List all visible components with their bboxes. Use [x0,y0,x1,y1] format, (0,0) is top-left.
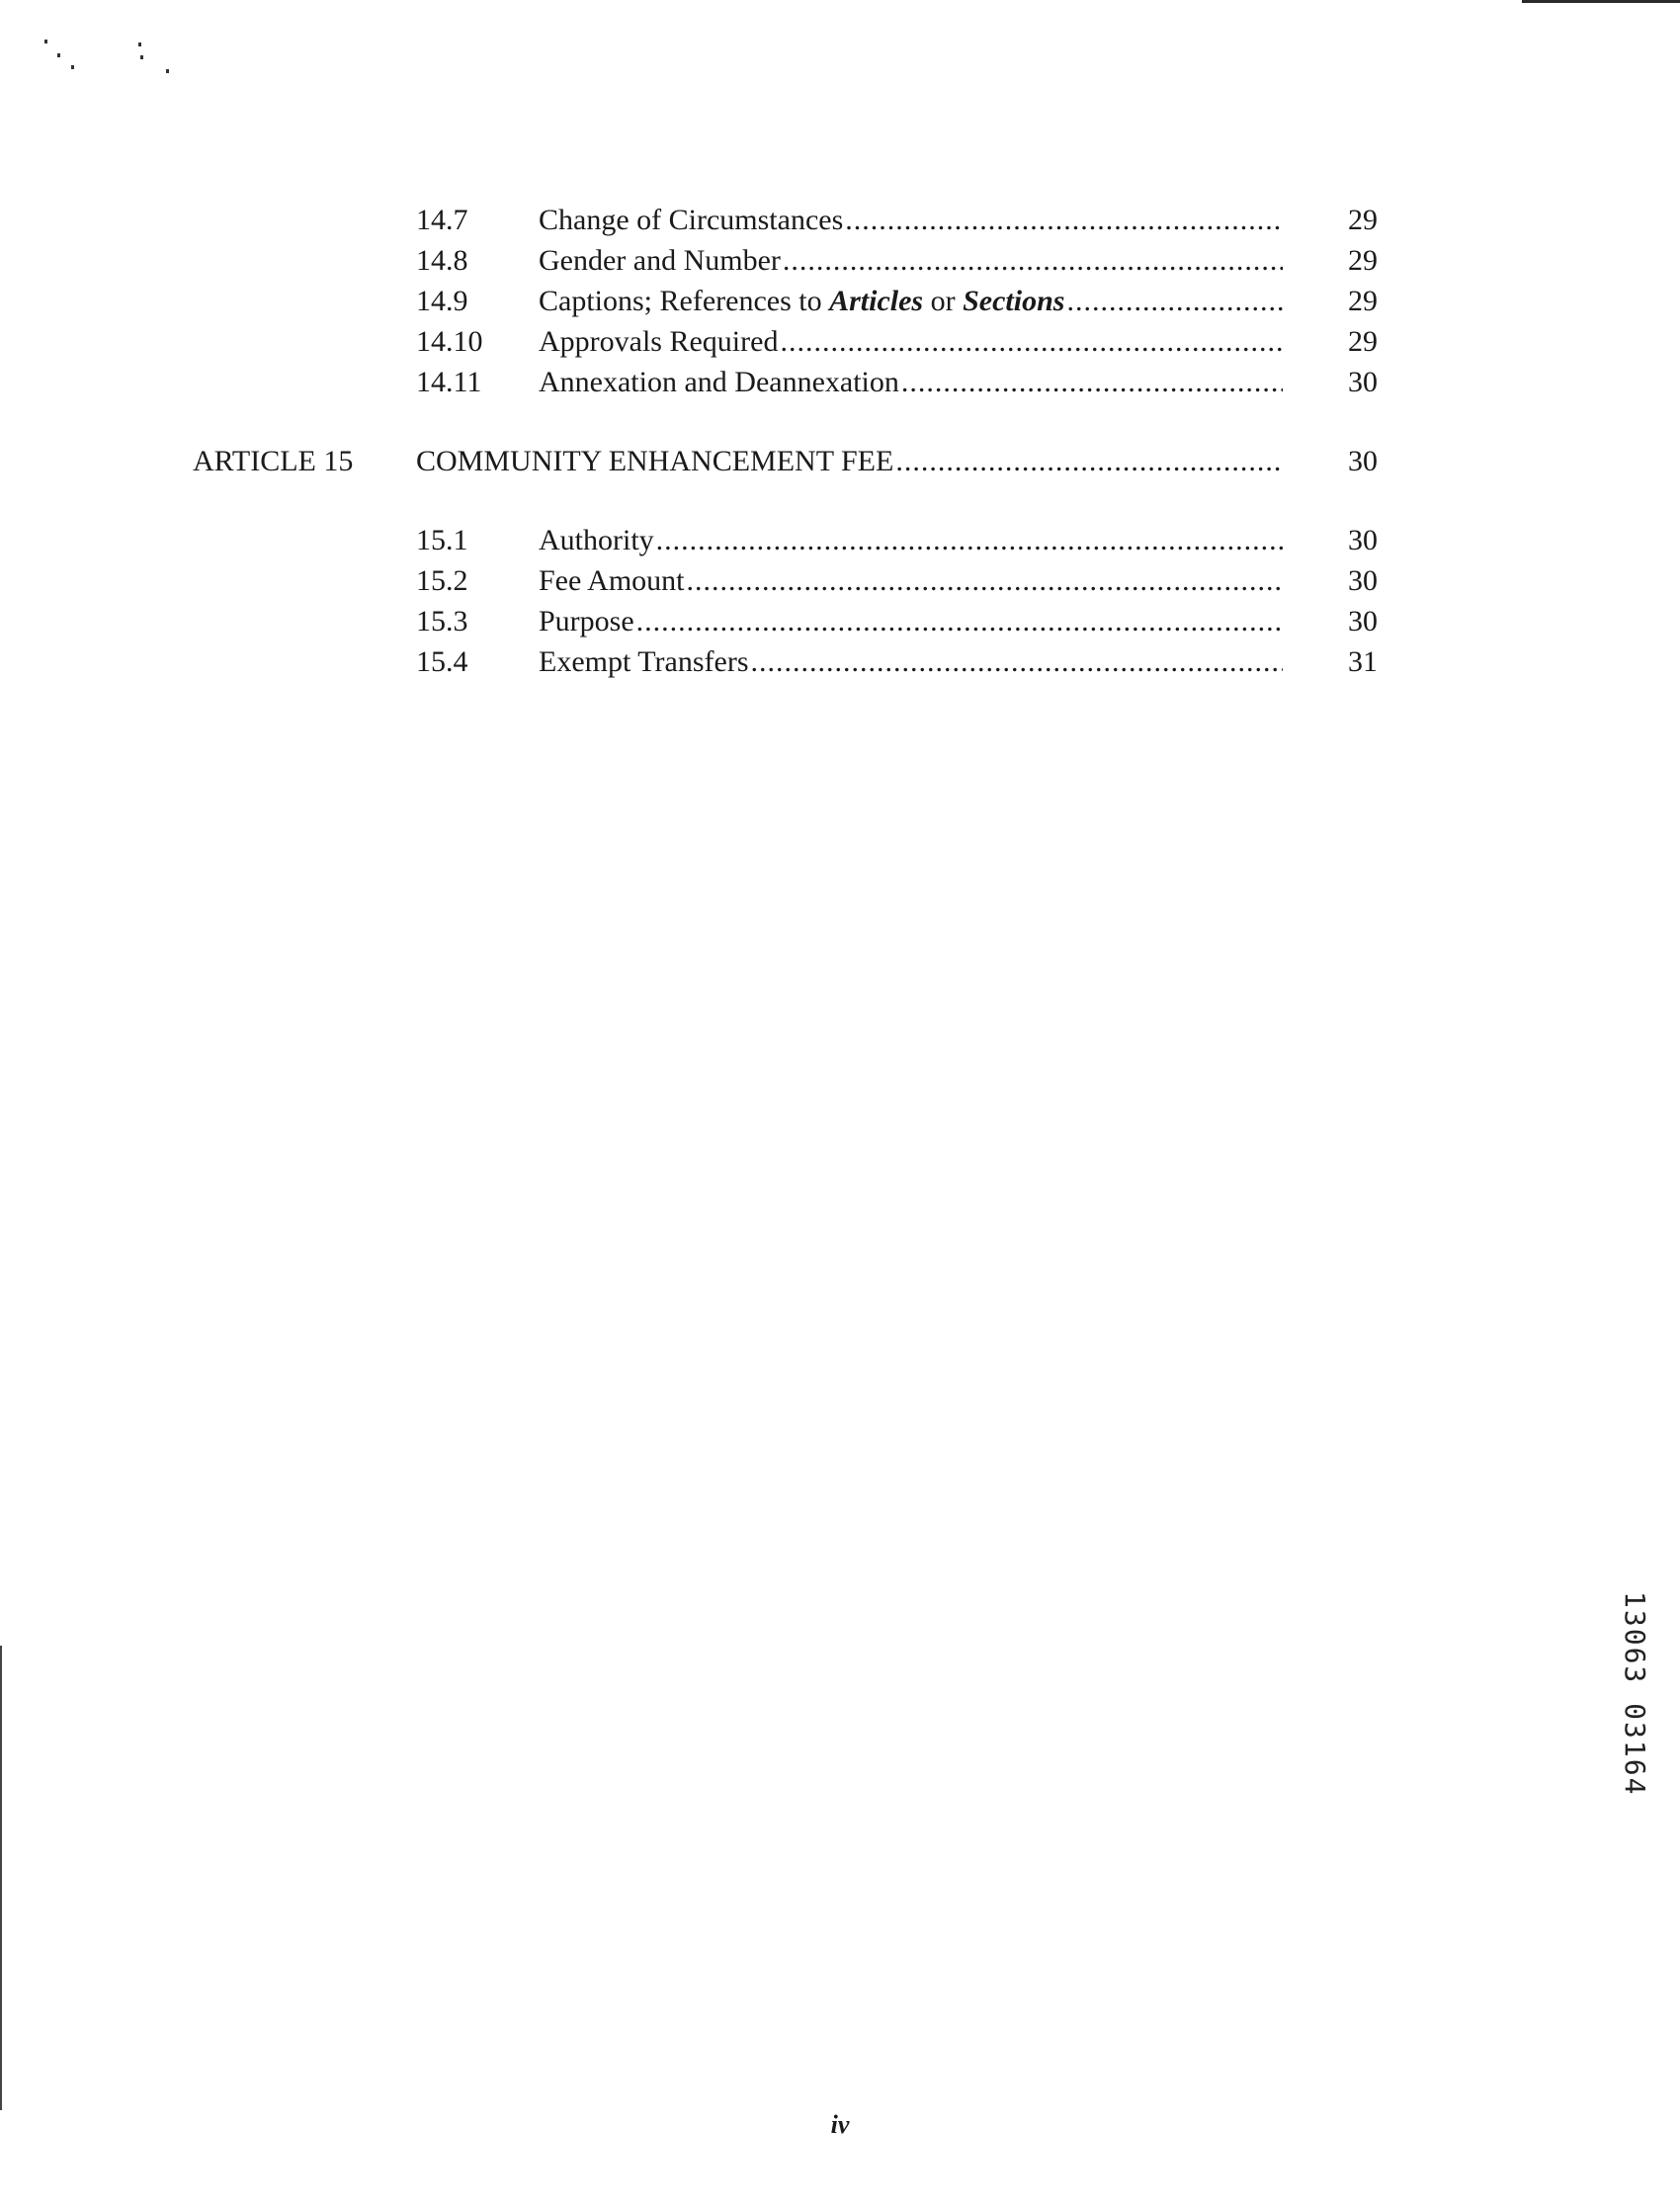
toc-entry [0,602,1680,641]
toc-title-line [539,363,1283,402]
dot-leader [895,442,1283,481]
toc-section-number: 14.11 [416,366,482,398]
toc-section-title: Authority [539,524,654,556]
toc-section-number: 14.9 [416,285,468,317]
toc-section-number: 15.3 [416,605,468,638]
toc-section-number: 15.2 [416,564,468,597]
scan-artifact-specks [40,40,188,79]
dot-leader [901,363,1283,402]
scan-artifact-left-edge [0,1646,2,2110]
toc-section-title: Annexation and Deannexation [539,366,899,398]
toc-article-title: COMMUNITY ENHANCEMENT FEE [416,445,894,477]
toc-title-emphasis: Sections [963,285,1065,317]
toc-title-line [539,561,1283,601]
scan-artifact-top-line [1522,0,1680,3]
dot-leader [845,201,1283,240]
toc-section-title: Approvals Required [539,325,779,358]
toc-page-number: 31 [1348,645,1378,678]
toc-entry [0,363,1680,402]
toc-page-number: 30 [1348,445,1378,477]
dot-leader [1066,282,1283,321]
toc-section-title [539,282,1064,321]
toc-section-title: Change of Circumstances [539,204,844,236]
toc-section-number: 14.7 [416,204,468,236]
toc-entry [0,201,1680,240]
toc-title-line [539,322,1283,362]
dot-leader [780,322,1283,362]
toc-title-part: Captions; References to [539,285,830,317]
toc-page-number: 29 [1348,325,1378,358]
toc-entry [0,322,1680,362]
toc-page-number: 30 [1348,366,1378,398]
toc-entry [0,241,1680,281]
toc-section-number: 14.10 [416,325,483,358]
toc-title-line [539,521,1283,560]
toc-page-number: 29 [1348,285,1378,317]
toc-section-number: 14.8 [416,244,468,277]
toc-section-number: 15.1 [416,524,468,556]
toc-entry [0,642,1680,682]
toc-title-line [539,282,1283,321]
toc-title-line [539,241,1283,281]
toc-page-number: 30 [1348,564,1378,597]
toc-article-entry [0,442,1680,481]
toc-section-title: Fee Amount [539,564,685,597]
toc-section-title: Purpose [539,605,634,638]
toc-page-number: 29 [1348,204,1378,236]
dot-leader [656,521,1283,560]
toc-section-title: Exempt Transfers [539,645,749,678]
toc-title-line [539,201,1283,240]
toc-section-title: Gender and Number [539,244,781,277]
dot-leader [783,241,1283,281]
dot-leader [751,642,1284,682]
toc-title-line [416,442,1283,481]
toc-entry [0,521,1680,560]
toc-page-number: 30 [1348,605,1378,638]
toc-title-line [539,602,1283,641]
toc-page-number: 29 [1348,244,1378,277]
toc-entry [0,282,1680,321]
toc-title-line [539,642,1283,682]
dot-leader [687,561,1284,601]
toc-page-number: 30 [1348,524,1378,556]
toc-section-number: 15.4 [416,645,468,678]
dot-leader [636,602,1283,641]
recording-stamp: 13063 03164 [1619,1591,1651,1797]
footer-page-number: iv [830,2110,850,2139]
toc-title-emphasis: Articles [829,285,924,317]
toc-title-part: or [923,285,964,317]
toc-article-label: ARTICLE 15 [193,445,354,477]
toc-entry [0,561,1680,601]
